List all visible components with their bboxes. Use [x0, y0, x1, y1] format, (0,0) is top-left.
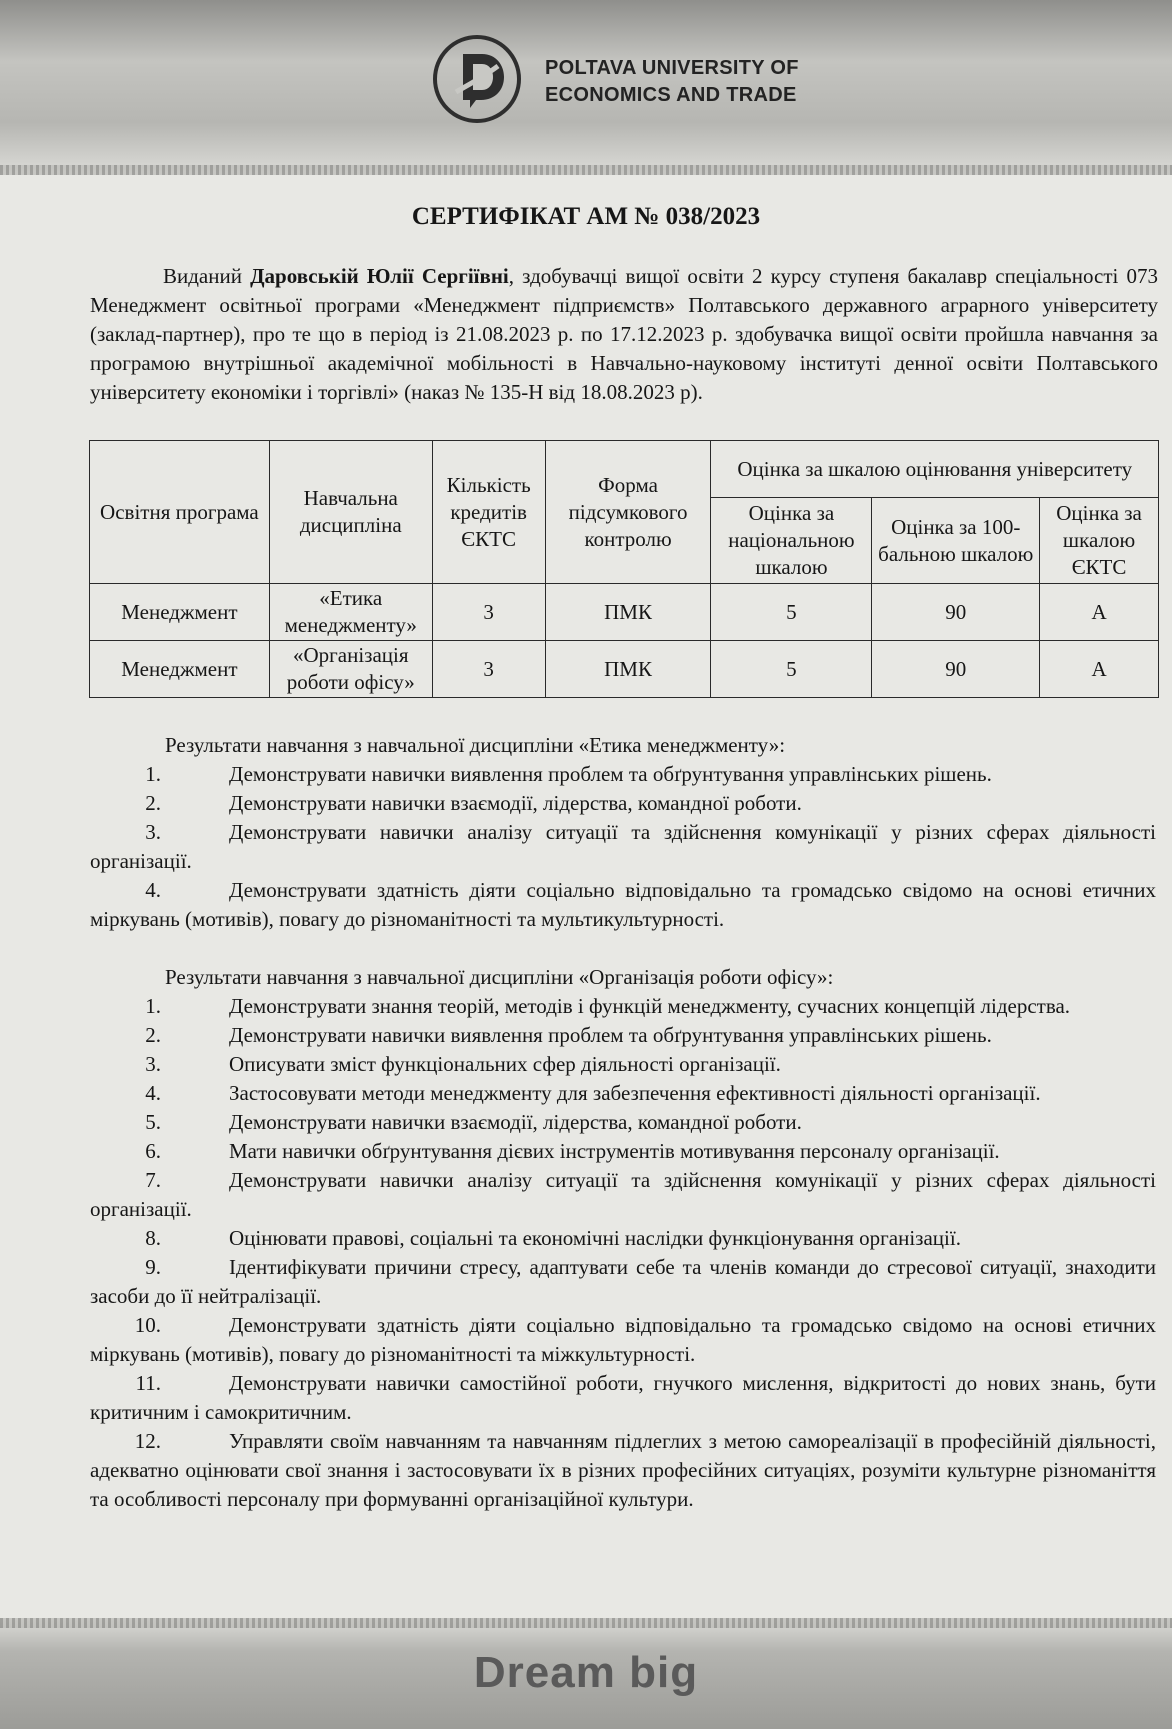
- header-grade-group: Оцінка за шкалою оцінювання університету: [711, 441, 1159, 498]
- cell-credits: 3: [432, 584, 545, 641]
- header-national: Оцінка за національною шкалою: [711, 498, 872, 584]
- list-item: [90, 818, 1156, 876]
- table-row: [90, 584, 1159, 641]
- cell-national: 5: [711, 584, 872, 641]
- item-number: 11.: [135, 1371, 161, 1395]
- item-number: 8.: [145, 1226, 161, 1250]
- item-text: Демонструвати навички самостійної роботи, гнучкого мислення, відкритості до нових знань, бути критичним і самокритичним.: [90, 1371, 1156, 1424]
- item-text: Демонструвати навички аналізу ситуації та здійснення комунікації у різних сферах діяльності організації.: [90, 1168, 1156, 1221]
- item-text: Управляти своїм навчанням та навчанням підлеглих з метою самореалізації в професійній діяльності, адекватно оцінювати свої знання і застосовувати їх в різних професійних ситуаціях, розуміти культурне різноманіття та особливості персоналу при формуванні організаційної культури.: [90, 1429, 1156, 1511]
- cell-ects: A: [1040, 641, 1159, 698]
- cell-control: ПМК: [545, 584, 711, 641]
- cell-program: Менеджмент: [90, 584, 270, 641]
- item-number: 3.: [145, 820, 161, 844]
- list-item: [90, 876, 1156, 934]
- list-item: [90, 1427, 1156, 1514]
- item-number: 12.: [134, 1429, 161, 1453]
- list-item: [90, 1311, 1156, 1369]
- cell-ects: A: [1040, 584, 1159, 641]
- section-heading: Результати навчання з навчальної дисципліни «Етика менеджменту»:: [165, 733, 786, 757]
- grades-table: [89, 440, 1159, 698]
- cell-discipline: «Організація роботи офісу»: [269, 641, 432, 698]
- list-item: [90, 1224, 1156, 1253]
- certificate-intro: [90, 262, 1158, 407]
- list-item: [90, 1166, 1156, 1224]
- certificate-title: СЕРТИФІКАТ АМ № 038/2023: [411, 203, 761, 230]
- item-text: Мати навички обґрунтування дієвих інструментів мотивування персоналу організації.: [229, 1139, 1000, 1163]
- section-heading: Результати навчання з навчальної дисципліни «Організація роботи офісу»:: [165, 965, 834, 989]
- list-item: [90, 1079, 1156, 1108]
- university-name: [545, 55, 799, 109]
- intro-prefix: Виданий: [163, 264, 251, 288]
- header-discipline: Навчальна дисципліна: [269, 441, 432, 584]
- item-number: 9.: [145, 1255, 161, 1279]
- list-item: [90, 760, 1156, 789]
- list-item: [90, 1021, 1156, 1050]
- item-number: 6.: [145, 1139, 161, 1163]
- header-credits: Кількість кредитів ЄКТС: [432, 441, 545, 584]
- recipient-name: Даровській Юлії Сергіївні: [250, 264, 509, 288]
- university-logo-icon: [432, 34, 522, 124]
- item-text: Демонструвати навички аналізу ситуації та здійснення комунікації у різних сферах діяльності організації.: [90, 820, 1156, 873]
- item-text: Описувати зміст функціональних сфер діяльності організації.: [229, 1052, 781, 1076]
- item-number: 7.: [145, 1168, 161, 1192]
- item-text: Демонструвати навички взаємодії, лідерства, командної роботи.: [229, 1110, 802, 1134]
- item-number: 2.: [145, 791, 161, 815]
- list-item: [90, 1253, 1156, 1311]
- header-control: Форма підсумкового контролю: [545, 441, 711, 584]
- university-name-line1: POLTAVA UNIVERSITY OF: [545, 57, 799, 79]
- item-number: 1.: [145, 994, 161, 1018]
- cell-hundred: 90: [872, 641, 1040, 698]
- item-text: Демонструвати знання теорій, методів і функцій менеджменту, сучасних концепцій лідерства.: [229, 994, 1071, 1018]
- list-item: [90, 1108, 1156, 1137]
- item-number: 4.: [145, 1081, 161, 1105]
- item-number: 4.: [145, 878, 161, 902]
- cell-program: Менеджмент: [90, 641, 270, 698]
- item-number: 3.: [145, 1052, 161, 1076]
- item-text: Демонструвати навички взаємодії, лідерства, командної роботи.: [229, 791, 802, 815]
- header-hundred: Оцінка за 100-бальною шкалою: [872, 498, 1040, 584]
- footer-slogan: Dream big: [473, 1648, 699, 1697]
- item-text: Ідентифікувати причини стресу, адаптувати себе та членів команди до стресової ситуації, знаходити засоби до її нейтралізації.: [90, 1255, 1156, 1308]
- list-item: [90, 789, 1156, 818]
- header-program: Освітня програма: [90, 441, 270, 584]
- university-name-line2: ECONOMICS AND TRADE: [545, 84, 797, 106]
- list-item: [90, 992, 1156, 1021]
- item-number: 10.: [134, 1313, 161, 1337]
- cell-discipline: «Етика менеджменту»: [269, 584, 432, 641]
- item-text: Демонструвати здатність діяти соціально відповідально та громадсько свідомо на основі етичних міркувань (мотивів), повагу до різноманітності та мультикультурності.: [90, 878, 1156, 931]
- item-text: Демонструвати здатність діяти соціально відповідально та громадсько свідомо на основі етичних міркувань (мотивів), повагу до різноманітності та міжкультурності.: [90, 1313, 1156, 1366]
- list-item: [90, 1050, 1156, 1079]
- list-item: [90, 1369, 1156, 1427]
- item-text: Оцінювати правові, соціальні та економічні наслідки функціонування організації.: [229, 1226, 961, 1250]
- learning-outcomes-office: [90, 963, 1156, 1514]
- item-text: Демонструвати навички виявлення проблем та обґрунтування управлінських рішень.: [229, 1023, 992, 1047]
- item-number: 2.: [145, 1023, 161, 1047]
- cell-credits: 3: [432, 641, 545, 698]
- learning-outcomes-ethics: [90, 731, 1156, 934]
- list-item: [90, 1137, 1156, 1166]
- cell-national: 5: [711, 641, 872, 698]
- cell-hundred: 90: [872, 584, 1040, 641]
- item-text: Демонструвати навички виявлення проблем та обґрунтування управлінських рішень.: [229, 762, 992, 786]
- cell-control: ПМК: [545, 641, 711, 698]
- header-ects: Оцінка за шкалою ЄКТС: [1040, 498, 1159, 584]
- item-number: 5.: [145, 1110, 161, 1134]
- item-text: Застосовувати методи менеджменту для забезпечення ефективності діяльності організації.: [229, 1081, 1041, 1105]
- intro-text: , здобувачці вищої освіти 2 курсу ступеня бакалавр спеціальності 073 Менеджмент освітньої програми «Менеджмент підприємств» Полтавського державного аграрного університету (заклад-партнер), про те що в період із 21.08.2023 р. по 17.12.2023 р. здобувачка вищої освіти пройшла навчання за програмою внутрішньої академічної мобільності в Навчально-науковому інституті денної освіти Полтавського університету економіки і торгівлі» (наказ № 135-Н від 18.08.2023 р).: [90, 264, 1158, 404]
- item-number: 1.: [145, 762, 161, 786]
- table-row: [90, 641, 1159, 698]
